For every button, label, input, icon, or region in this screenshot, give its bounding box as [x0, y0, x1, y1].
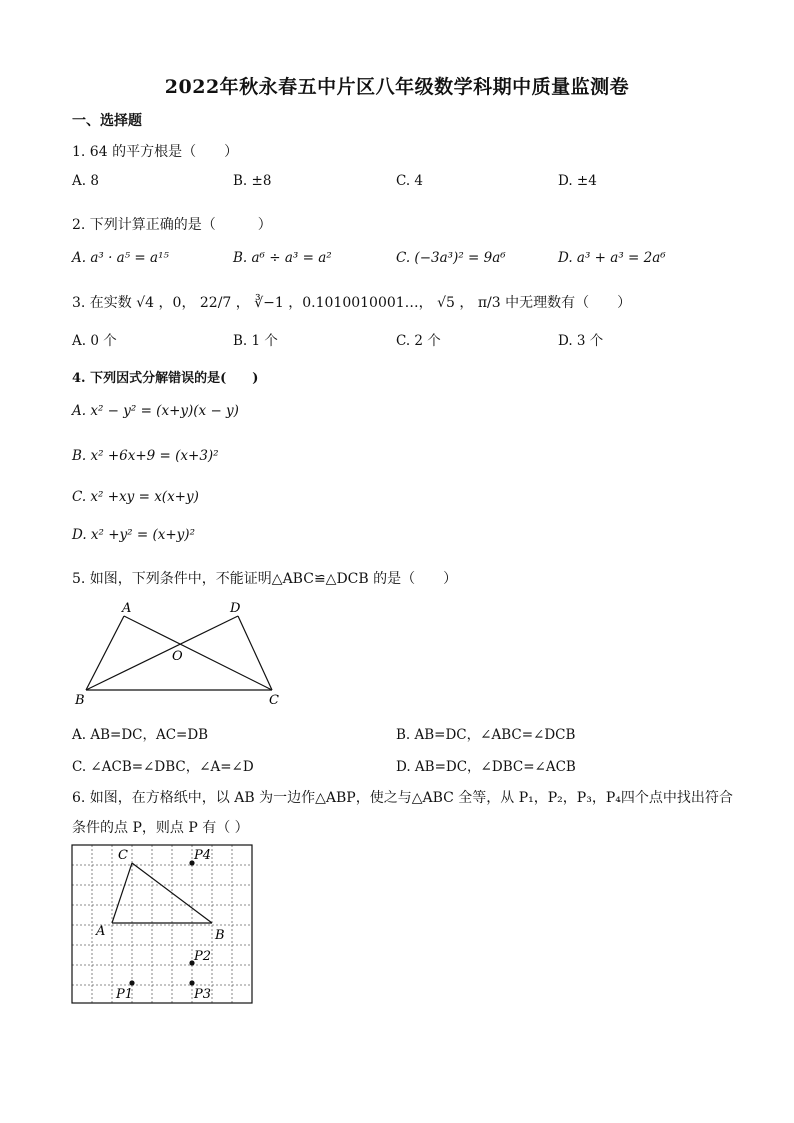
label-b: B — [75, 693, 85, 708]
q1-option-b: B. ±8 — [233, 173, 272, 189]
point-p1 — [129, 980, 134, 985]
segment-bd — [86, 616, 238, 690]
q4-option-b: B. x² +6x+9 = (x+3)² — [72, 448, 219, 464]
q5-option-d: D. AB=DC，∠DBC=∠ACB — [396, 759, 576, 775]
label-a: A — [96, 924, 106, 939]
q5-option-a: A. AB=DC，AC=DB — [72, 727, 209, 743]
question-5-stem: 5. 如图，下列条件中，不能证明△ABC≌△DCB 的是（ ） — [72, 571, 458, 587]
q3-option-c: C. 2 个 — [396, 333, 441, 349]
q1-option-a: A. 8 — [72, 173, 99, 189]
q3-option-d: D. 3 个 — [558, 333, 604, 349]
q1-option-d: D. ±4 — [558, 173, 597, 189]
q3-option-a: A. 0 个 — [72, 333, 117, 349]
label-a: A — [122, 601, 132, 616]
question-6-stem-line2: 条件的点 P，则点 P 有（ ） — [72, 820, 249, 836]
q2-option-b: B. a⁶ ÷ a³ = a² — [233, 250, 332, 266]
q4-option-a: A. x² − y² = (x+y)(x − y) — [72, 403, 239, 419]
q2-option-a: A. a³ · a⁵ = a¹⁵ — [72, 250, 169, 266]
point-p3 — [189, 980, 194, 985]
page-title: 2022年秋永春五中片区八年级数学科期中质量监测卷 — [164, 76, 630, 98]
label-o: O — [172, 649, 183, 664]
question-1-stem: 1. 64 的平方根是（ ） — [72, 144, 239, 160]
question-3-stem: 3. 在实数 √4 ，0， 22/7 ， ∛−1 ，0.1010010001…， √5 ， π/3 中无理数有（ ） — [72, 295, 632, 311]
label-p1: P1 — [116, 987, 134, 1002]
label-c: C — [269, 693, 279, 708]
q3-option-b: B. 1 个 — [233, 333, 278, 349]
q2-option-c: C. (−3a³)² = 9a⁶ — [396, 250, 506, 266]
q5-option-c: C. ∠ACB=∠DBC，∠A=∠D — [72, 759, 254, 775]
label-p3: P3 — [194, 987, 212, 1002]
triangle-figure — [72, 598, 292, 710]
grid-figure — [70, 843, 254, 1005]
label-p4: P4 — [194, 848, 212, 863]
segment-dc — [238, 616, 272, 690]
label-p2: P2 — [194, 949, 212, 964]
question-4-stem: 4. 下列因式分解错误的是( ) — [72, 371, 259, 386]
label-d: D — [230, 601, 241, 616]
q5-option-b: B. AB=DC，∠ABC=∠DCB — [396, 727, 576, 743]
question-6-stem-line1: 6. 如图，在方格纸中，以 AB 为一边作△ABP，使之与△ABC 全等，从 P₁，P₂，P₃，P₄四个点中找出符合 — [72, 790, 733, 806]
q1-option-c: C. 4 — [396, 173, 424, 189]
segment-ac — [112, 863, 132, 923]
label-b: B — [215, 928, 225, 943]
q2-option-d: D. a³ + a³ = 2a⁶ — [558, 250, 666, 266]
segment-ac — [124, 616, 272, 690]
segment-ab — [86, 616, 124, 690]
question-2-stem: 2. 下列计算正确的是（ ） — [72, 217, 272, 233]
q4-option-d: D. x² +y² = (x+y)² — [72, 527, 195, 543]
q4-option-c: C. x² +xy = x(x+y) — [72, 489, 199, 505]
section-heading: 一、选择题 — [72, 113, 142, 129]
label-c: C — [118, 848, 128, 863]
